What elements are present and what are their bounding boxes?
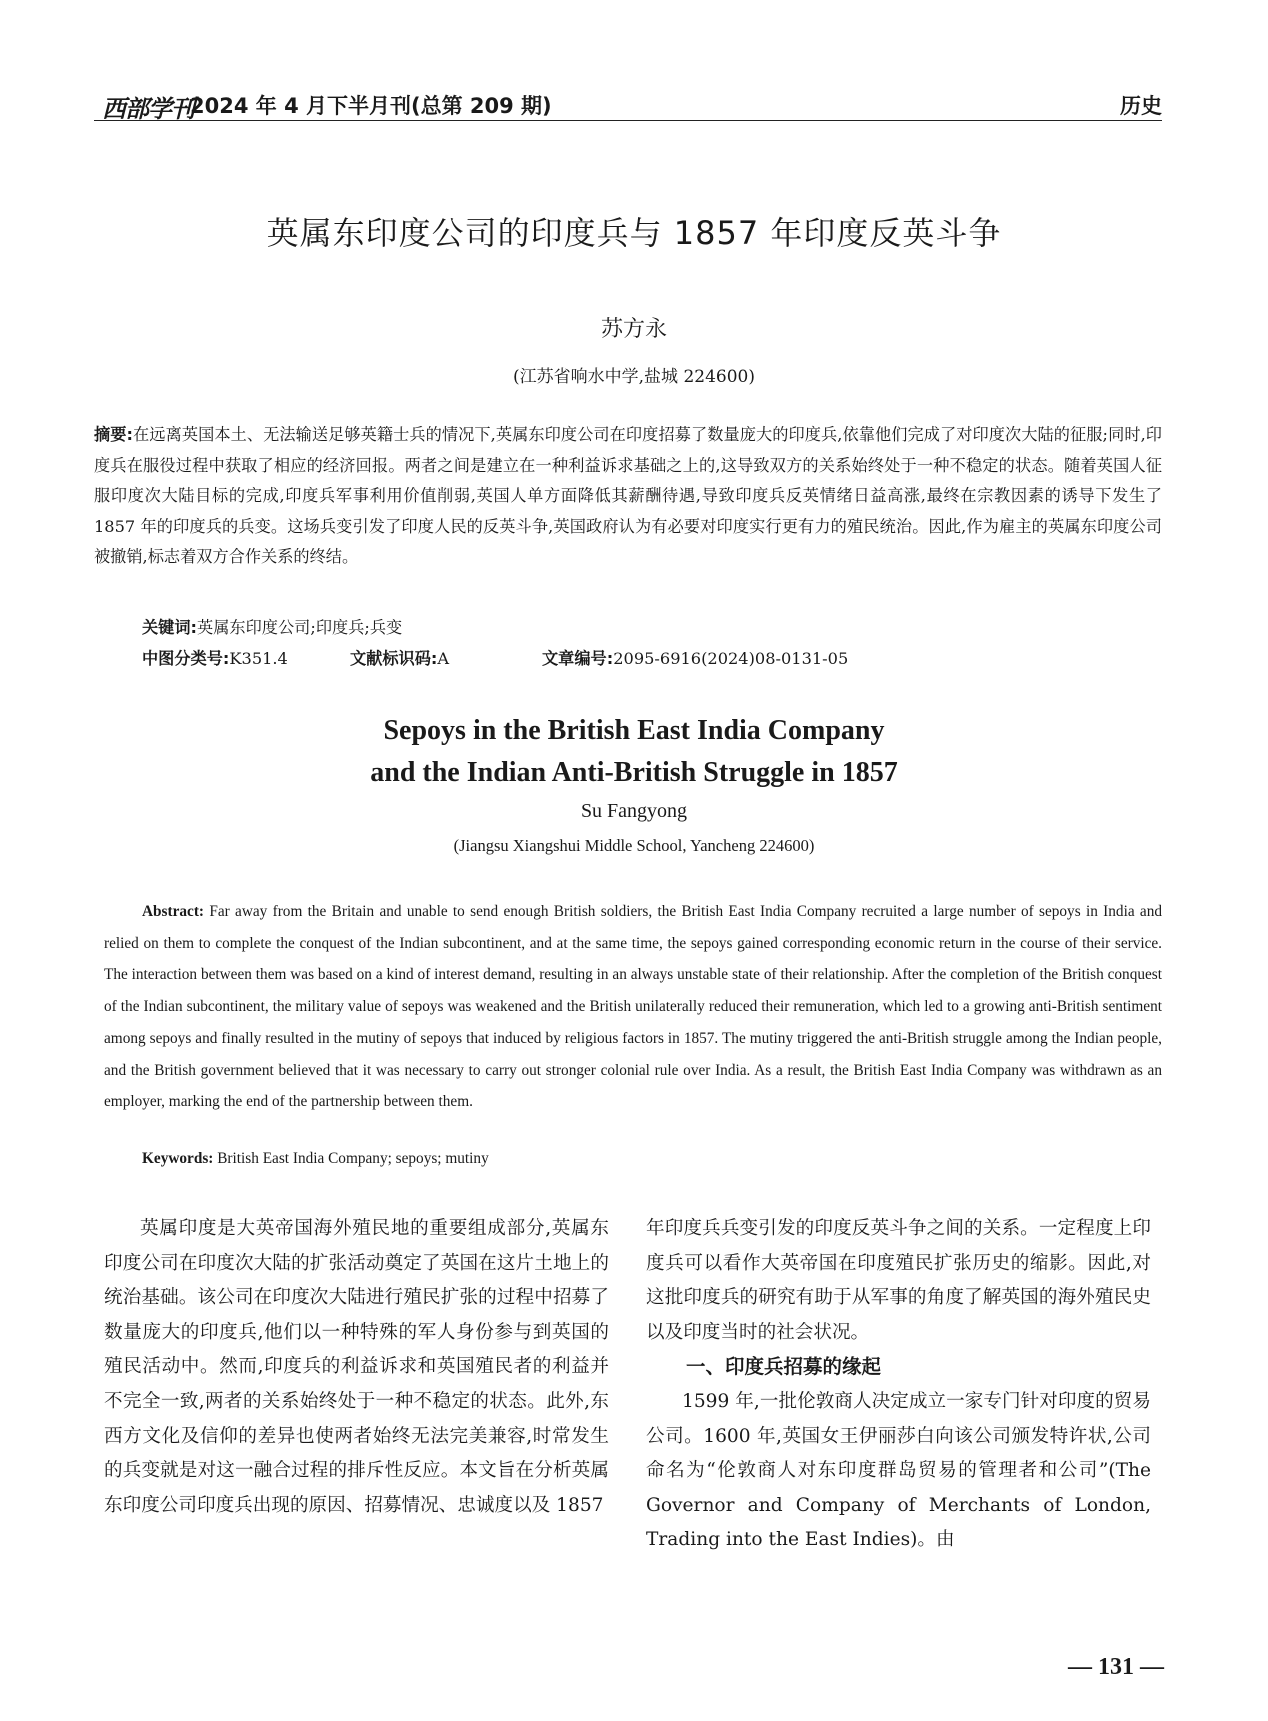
english-abstract [104, 896, 1162, 1118]
english-abstract-label: Abstract: [142, 903, 205, 920]
english-title-line-1: Sepoys in the British East India Company [383, 715, 885, 746]
article-no-label: 文章编号: [542, 649, 614, 668]
document-code [350, 645, 449, 669]
body-right-column [646, 1212, 1151, 1558]
english-keywords-label: Keywords: [142, 1150, 214, 1167]
running-header [94, 84, 1162, 121]
english-keywords [142, 1150, 489, 1168]
chinese-keywords-label: 关键词: [142, 618, 198, 637]
chinese-keywords [142, 614, 402, 638]
english-author: Su Fangyong [580, 800, 688, 822]
english-abstract-text: Far away from the Britain and unable to send enough British soldiers, the British East India Company recruited a large number of sepoys in India and relied on them to complete the conquest of the Indian subcontinent, and at the same time, the sepoys gained corresponding economic return in the course of their service. The interaction between them was based on a kind of interest demand, resulting in an always unstable state of their relationship. After the completion of the British conquest of the Indian subcontinent, the military value of sepoys was weakened and the British unilaterally reduced their remuneration, which led to a growing anti-British sentiment among sepoys and finally resulted in the mutiny of sepoys that induced by religious factors in 1857. The mutiny triggered the anti-British struggle among the Indian people, and the British government believed that it was necessary to carry out stronger colonial rule over India. As a result, the British East India Company was withdrawn as an employer, marking the end of the partnership between them. [104, 903, 1162, 1111]
journal-logo: 西部学刊 [102, 94, 194, 123]
body-left-column [104, 1212, 609, 1523]
chinese-affiliation: (江苏省响水中学,盐城 224600) [513, 367, 755, 387]
chinese-keywords-text: 英属东印度公司;印度兵;兵变 [197, 618, 403, 637]
doc-code-label: 文献标识码: [350, 649, 438, 668]
english-title-line-2: and the Indian Anti-British Struggle in 1857 [370, 757, 898, 788]
doc-code-value: A [437, 649, 450, 668]
page-number: — 131 — [1068, 1654, 1164, 1680]
clc-value: K351.4 [229, 649, 288, 668]
section-heading: 一、印度兵招募的缘起 [686, 1355, 882, 1379]
issue-info: 2024 年 4 月下半月刊(总第 209 期) [190, 94, 552, 118]
chinese-abstract [94, 420, 1162, 573]
body-paragraph-intro: 英属印度是大英帝国海外殖民地的重要组成部分,英属东印度公司在印度次大陆的扩张活动奠定了英国在这片土地上的统治基础。该公司在印度次大陆进行殖民扩张的过程中招募了数量庞大的印度兵,他们以一种特殊的军人身份参与到英国的殖民活动中。然而,印度兵的利益诉求和英国殖民者的利益并不完全一致,两者的关系始终处于一种不稳定的状态。此外,东西方文化及信仰的差异也使两者始终无法完美兼容,时常发生的兵变就是对这一融合过程的排斥性反应。本文旨在分析英属东印度公司印度兵出现的原因、招募情况、忠诚度以及 1857 [104, 1218, 609, 1516]
chinese-abstract-text: 在远离英国本土、无法输送足够英籍士兵的情况下,英属东印度公司在印度招募了数量庞大的印度兵,依靠他们完成了对印度次大陆的征服;同时,印度兵在服役过程中获取了相应的经济回报。两者之间是建立在一种利益诉求基础之上的,这导致双方的关系始终处于一种不稳定的状态。随着英国人征服印度次大陆目标的完成,印度兵军事利用价值削弱,英国人单方面降低其薪酬待遇,导致印度兵反英情绪日益高涨,最终在宗教因素的诱导下发生了 1857 年的印度兵的兵变。这场兵变引发了印度人民的反英斗争,英国政府认为有必要对印度实行更有力的殖民统治。因此,作为雇主的英属东印度公司被撤销,标志着双方合作关系的终结。 [94, 425, 1162, 566]
body-paragraph-origin: 1599 年,一批伦敦商人决定成立一家专门针对印度的贸易公司。1600 年,英国女王伊丽莎白向该公司颁发特许状,公司命名为“伦敦商人对东印度群岛贸易的管理者和公司”(The Governor and Company of Merchants of London, Trading into the East Indies)。由 [646, 1390, 1151, 1551]
clc-number [142, 645, 288, 669]
english-title [0, 710, 1268, 794]
clc-label: 中图分类号: [142, 649, 230, 668]
article-no-value: 2095-6916(2024)08-0131-05 [613, 649, 849, 668]
chinese-author: 苏方永 [600, 317, 667, 342]
chinese-title: 英属东印度公司的印度兵与 1857 年印度反英斗争 [266, 214, 1002, 252]
english-keywords-text: British East India Company; sepoys; mutiny [217, 1150, 489, 1167]
english-affiliation: (Jiangsu Xiangshui Middle School, Yancheng 224600) [453, 836, 815, 855]
body-paragraph-continued: 年印度兵兵变引发的印度反英斗争之间的关系。一定程度上印度兵可以看作大英帝国在印度殖民扩张历史的缩影。因此,对这批印度兵的研究有助于从军事的角度了解英国的海外殖民史以及印度当时的社会状况。 [646, 1218, 1151, 1343]
section-label: 历史 [1120, 94, 1162, 118]
article-number [542, 645, 848, 669]
chinese-abstract-label: 摘要: [94, 425, 133, 444]
